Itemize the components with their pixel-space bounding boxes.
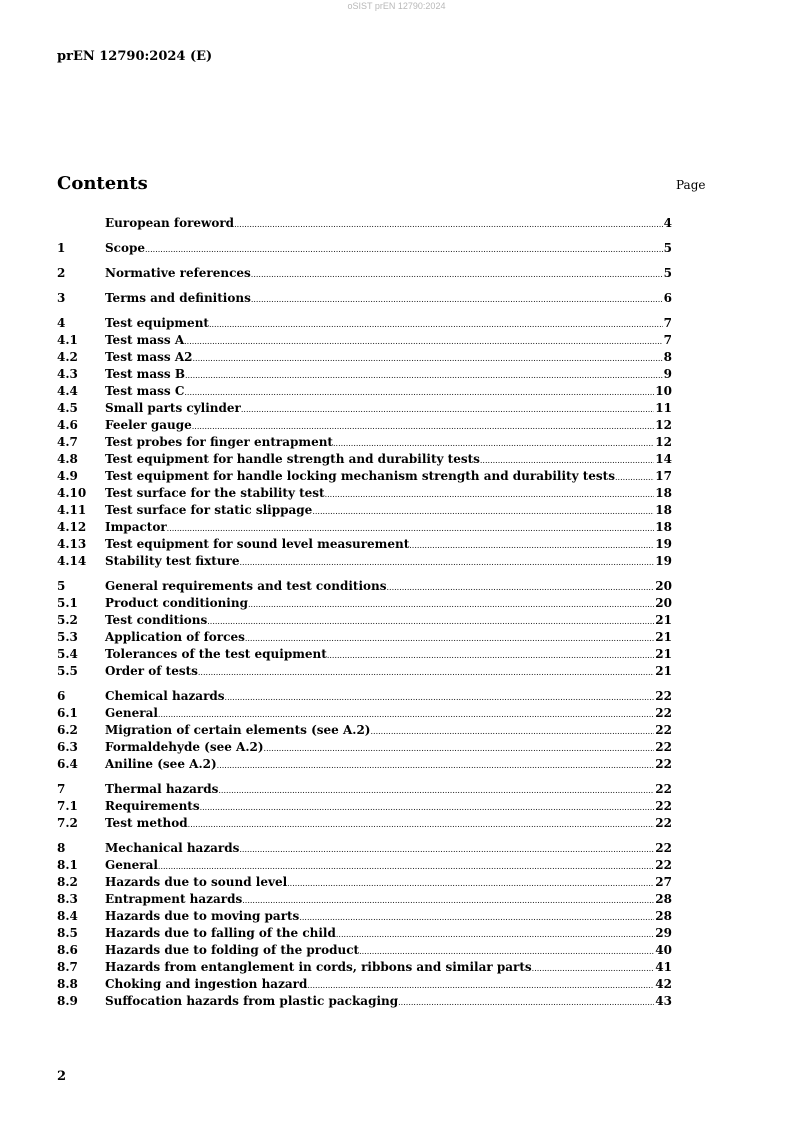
toc-entry-number: 8.6 <box>57 943 78 957</box>
toc-entry-page: 4 <box>663 216 672 230</box>
toc-entry-page: 19 <box>655 537 672 551</box>
toc-entry-page: 12 <box>655 418 672 432</box>
toc-dot-leader <box>234 215 663 233</box>
toc-dot-leader <box>188 815 655 833</box>
toc-entry-title: Chemical hazards <box>105 689 225 703</box>
toc-entry[interactable] <box>57 815 672 832</box>
toc-entry[interactable] <box>57 739 672 756</box>
watermark: oSIST prEN 12790:2024 <box>347 1 446 11</box>
toc-entry[interactable] <box>57 578 672 595</box>
toc-entry-number: 5 <box>57 579 66 593</box>
toc-entry-title: General <box>105 706 158 720</box>
toc-entry-page: 6 <box>663 291 672 305</box>
toc-entry-number: 4.11 <box>57 503 87 517</box>
toc-dot-leader <box>333 434 654 452</box>
toc-entry[interactable] <box>57 240 672 257</box>
toc-entry-page: 10 <box>655 384 672 398</box>
toc-dot-leader <box>387 578 655 596</box>
toc-entry-title: Hazards due to sound level <box>105 875 288 889</box>
toc-entry-number: 8.3 <box>57 892 78 906</box>
toc-entry-title: Test surface for static slippage <box>105 503 313 517</box>
toc-entry-number: 8.2 <box>57 875 78 889</box>
toc-dot-leader <box>532 959 655 977</box>
toc-entry[interactable] <box>57 468 672 485</box>
toc-entry-number: 8.5 <box>57 926 78 940</box>
toc-entry-page: 21 <box>655 630 672 644</box>
toc-entry[interactable] <box>57 756 672 773</box>
toc-entry[interactable] <box>57 553 672 570</box>
toc-dot-leader <box>217 756 655 774</box>
toc-entry-page: 28 <box>655 892 672 906</box>
toc-entry[interactable] <box>57 595 672 612</box>
toc-entry-page: 19 <box>655 554 672 568</box>
toc-entry-title: Requirements <box>105 799 200 813</box>
toc-dot-leader <box>145 240 663 258</box>
toc-dot-leader <box>287 874 654 892</box>
toc-entry-number: 5.2 <box>57 613 78 627</box>
toc-entry[interactable] <box>57 629 672 646</box>
toc-dot-leader <box>207 612 654 630</box>
toc-entry-page: 22 <box>655 858 672 872</box>
toc-entry[interactable] <box>57 290 672 307</box>
toc-entry-page: 29 <box>655 926 672 940</box>
toc-entry-number: 3 <box>57 291 66 305</box>
toc-entry-page: 22 <box>655 689 672 703</box>
toc-entry-number: 4.6 <box>57 418 78 432</box>
toc-entry[interactable] <box>57 366 672 383</box>
toc-entry-page: 21 <box>655 613 672 627</box>
toc-entry[interactable] <box>57 646 672 663</box>
toc-entry-number: 4.7 <box>57 435 78 449</box>
toc-entry-page: 22 <box>655 816 672 830</box>
toc-dot-leader <box>158 857 654 875</box>
toc-entry-page: 8 <box>663 350 672 364</box>
toc-entry-page: 27 <box>655 875 672 889</box>
toc-entry[interactable] <box>57 349 672 366</box>
toc-entry-title: Test equipment <box>105 316 209 330</box>
toc-entry[interactable] <box>57 874 672 891</box>
toc-entry-title: European foreword <box>105 216 235 230</box>
toc-entry-title: Impactor <box>105 520 167 534</box>
toc-entry[interactable] <box>57 265 672 282</box>
toc-entry-title: Normative references <box>105 266 251 280</box>
toc-entry[interactable] <box>57 417 672 434</box>
toc-entry-number: 4.9 <box>57 469 78 483</box>
toc-entry[interactable] <box>57 993 672 1010</box>
toc-entry-number: 8 <box>57 841 66 855</box>
toc-entry[interactable] <box>57 840 672 857</box>
toc-dot-leader <box>307 976 654 994</box>
toc-entry-title: Migration of certain elements (see A.2) <box>105 723 371 737</box>
toc-entry[interactable] <box>57 959 672 976</box>
toc-entry[interactable] <box>57 688 672 705</box>
toc-entry-page: 22 <box>655 706 672 720</box>
toc-entry[interactable] <box>57 612 672 629</box>
toc-dot-leader <box>242 891 654 909</box>
toc-dot-leader <box>299 908 654 926</box>
toc-entry-title: Test probes for finger entrapment <box>105 435 333 449</box>
toc-entry-title: Application of forces <box>105 630 245 644</box>
toc-entry-page: 12 <box>655 435 672 449</box>
toc-entry[interactable] <box>57 536 672 553</box>
toc-entry[interactable] <box>57 722 672 739</box>
toc-entry[interactable] <box>57 798 672 815</box>
toc-entry[interactable] <box>57 332 672 349</box>
toc-entry[interactable] <box>57 942 672 959</box>
toc-entry-title: Mechanical hazards <box>105 841 240 855</box>
toc-entry-title: Terms and definitions <box>105 291 251 305</box>
toc-entry-number: 4.12 <box>57 520 87 534</box>
toc-entry-number: 4.5 <box>57 401 78 415</box>
toc-dot-leader <box>185 366 663 384</box>
toc-dot-leader <box>251 290 663 308</box>
toc-dot-leader <box>239 840 654 858</box>
toc-entry-title: Hazards due to falling of the child <box>105 926 336 940</box>
toc-entry-page: 7 <box>663 316 672 330</box>
toc-entry-page: 22 <box>655 757 672 771</box>
toc-entry-page: 14 <box>655 452 672 466</box>
toc-entry-page: 22 <box>655 782 672 796</box>
toc-entry-title: Hazards from entanglement in cords, ribbons and similar parts <box>105 960 532 974</box>
toc-entry[interactable] <box>57 857 672 874</box>
toc-entry-title: Aniline (see A.2) <box>105 757 217 771</box>
toc-entry-page: 11 <box>655 401 672 415</box>
toc-entry-number: 4.8 <box>57 452 78 466</box>
toc-entry-page: 5 <box>663 241 672 255</box>
toc-entry[interactable] <box>57 519 672 536</box>
toc-dot-leader <box>241 400 654 418</box>
toc-entry-title: Test equipment for handle strength and durability tests <box>105 452 480 466</box>
toc-entry-page: 20 <box>655 596 672 610</box>
toc-entry-number: 4.14 <box>57 554 87 568</box>
toc-entry-number: 6.2 <box>57 723 78 737</box>
toc-entry-title: Tolerances of the test equipment <box>105 647 327 661</box>
toc-entry-title: Test equipment for sound level measurement <box>105 537 410 551</box>
toc-entry-number: 8.7 <box>57 960 78 974</box>
toc-dot-leader <box>480 451 654 469</box>
toc-entry-page: 18 <box>655 520 672 534</box>
toc-entry-number: 6 <box>57 689 66 703</box>
toc-dot-leader <box>193 349 663 367</box>
toc-entry[interactable] <box>57 315 672 332</box>
toc-dot-leader <box>158 705 654 723</box>
toc-entry-number: 5.1 <box>57 596 78 610</box>
toc-entry-number: 8.8 <box>57 977 78 991</box>
toc-entry-page: 18 <box>655 486 672 500</box>
toc-entry-number: 4.1 <box>57 333 78 347</box>
page-column-label: Page <box>676 178 706 192</box>
toc-entry-number: 4.13 <box>57 537 87 551</box>
toc-entry-number: 7 <box>57 782 66 796</box>
toc-entry-title: Choking and ingestion hazard <box>105 977 308 991</box>
toc-entry-number: 7.1 <box>57 799 78 813</box>
toc-entry-title: Hazards due to folding of the product <box>105 943 360 957</box>
toc-entry[interactable] <box>57 925 672 942</box>
toc-dot-leader <box>184 383 654 401</box>
toc-dot-leader <box>336 925 654 943</box>
toc-entry-page: 22 <box>655 723 672 737</box>
toc-entry[interactable] <box>57 400 672 417</box>
toc-entry-number: 6.1 <box>57 706 78 720</box>
toc-dot-leader <box>359 942 654 960</box>
toc-dot-leader <box>327 646 654 664</box>
toc-entry-page: 17 <box>655 469 672 483</box>
toc-entry-page: 9 <box>663 367 672 381</box>
toc-dot-leader <box>200 798 655 816</box>
toc-entry-title: Order of tests <box>105 664 198 678</box>
toc-entry-title: Small parts cylinder <box>105 401 241 415</box>
toc-entry[interactable] <box>57 705 672 722</box>
toc-entry[interactable] <box>57 434 672 451</box>
toc-dot-leader <box>240 553 655 571</box>
toc-entry-number: 5.3 <box>57 630 78 644</box>
toc-entry-title: Entrapment hazards <box>105 892 243 906</box>
toc-entry[interactable] <box>57 781 672 798</box>
toc-entry-title: General <box>105 858 158 872</box>
toc-dot-leader <box>325 485 655 503</box>
toc-entry-number: 4.2 <box>57 350 78 364</box>
toc-dot-leader <box>245 629 654 647</box>
table-of-contents <box>57 215 672 1010</box>
toc-entry-page: 22 <box>655 740 672 754</box>
toc-entry-title: Test mass B <box>105 367 185 381</box>
toc-entry-title: Hazards due to moving parts <box>105 909 300 923</box>
toc-entry-title: Test equipment for handle locking mechanism strength and durability tests <box>105 469 615 483</box>
toc-entry[interactable] <box>57 451 672 468</box>
toc-entry-page: 21 <box>655 647 672 661</box>
toc-entry-title: Scope <box>105 241 146 255</box>
toc-dot-leader <box>209 315 663 333</box>
toc-entry-title: Test mass C <box>105 384 185 398</box>
toc-entry-number: 2 <box>57 266 66 280</box>
document-id: prEN 12790:2024 (E) <box>57 49 213 64</box>
toc-entry-title: Feeler gauge <box>105 418 192 432</box>
toc-entry-page: 18 <box>655 503 672 517</box>
toc-entry[interactable] <box>57 908 672 925</box>
toc-dot-leader <box>184 332 663 350</box>
toc-entry-title: Stability test fixture <box>105 554 240 568</box>
toc-entry-page: 22 <box>655 841 672 855</box>
toc-dot-leader <box>218 781 654 799</box>
toc-entry-number: 8.9 <box>57 994 78 1008</box>
toc-entry-page: 28 <box>655 909 672 923</box>
toc-dot-leader <box>192 417 655 435</box>
page-number: 2 <box>57 1069 67 1084</box>
toc-entry-page: 42 <box>655 977 672 991</box>
toc-entry-number: 6.3 <box>57 740 78 754</box>
toc-dot-leader <box>615 468 654 486</box>
toc-entry-title: Thermal hazards <box>105 782 219 796</box>
toc-dot-leader <box>398 993 654 1011</box>
toc-entry-number: 7.2 <box>57 816 78 830</box>
toc-dot-leader <box>312 502 654 520</box>
toc-dot-leader <box>248 595 654 613</box>
toc-entry-number: 1 <box>57 241 66 255</box>
toc-entry-number: 6.4 <box>57 757 78 771</box>
toc-entry[interactable] <box>57 383 672 400</box>
toc-entry-page: 22 <box>655 799 672 813</box>
contents-title: Contents <box>57 173 148 194</box>
toc-entry-title: Suffocation hazards from plastic packaging <box>105 994 399 1008</box>
toc-entry-title: Test method <box>105 816 188 830</box>
toc-entry[interactable] <box>57 663 672 680</box>
toc-entry[interactable] <box>57 485 672 502</box>
toc-dot-leader <box>198 663 654 681</box>
toc-dot-leader <box>251 265 663 283</box>
toc-entry-number: 4.10 <box>57 486 87 500</box>
toc-entry-title: Test mass A <box>105 333 185 347</box>
toc-entry-page: 21 <box>655 664 672 678</box>
toc-entry-number: 8.4 <box>57 909 78 923</box>
toc-dot-leader <box>225 688 655 706</box>
toc-entry[interactable] <box>57 215 672 232</box>
toc-entry[interactable] <box>57 502 672 519</box>
toc-entry-title: Test surface for the stability test <box>105 486 325 500</box>
toc-entry-page: 40 <box>655 943 672 957</box>
toc-entry-number: 4 <box>57 316 66 330</box>
toc-entry-page: 41 <box>655 960 672 974</box>
toc-entry[interactable] <box>57 976 672 993</box>
toc-entry-page: 20 <box>655 579 672 593</box>
toc-entry-number: 5.4 <box>57 647 78 661</box>
toc-dot-leader <box>167 519 655 537</box>
toc-entry[interactable] <box>57 891 672 908</box>
toc-entry-title: Test mass A2 <box>105 350 193 364</box>
toc-entry-title: Test conditions <box>105 613 208 627</box>
toc-dot-leader <box>264 739 655 757</box>
toc-entry-title: General requirements and test conditions <box>105 579 387 593</box>
toc-entry-number: 5.5 <box>57 664 78 678</box>
toc-entry-number: 4.4 <box>57 384 78 398</box>
toc-entry-page: 5 <box>663 266 672 280</box>
toc-entry-page: 43 <box>655 994 672 1008</box>
toc-entry-title: Formaldehyde (see A.2) <box>105 740 264 754</box>
toc-dot-leader <box>370 722 654 740</box>
toc-entry-title: Product conditioning <box>105 596 248 610</box>
toc-entry-number: 4.3 <box>57 367 78 381</box>
toc-entry-number: 8.1 <box>57 858 78 872</box>
toc-entry-page: 7 <box>663 333 672 347</box>
toc-dot-leader <box>409 536 654 554</box>
